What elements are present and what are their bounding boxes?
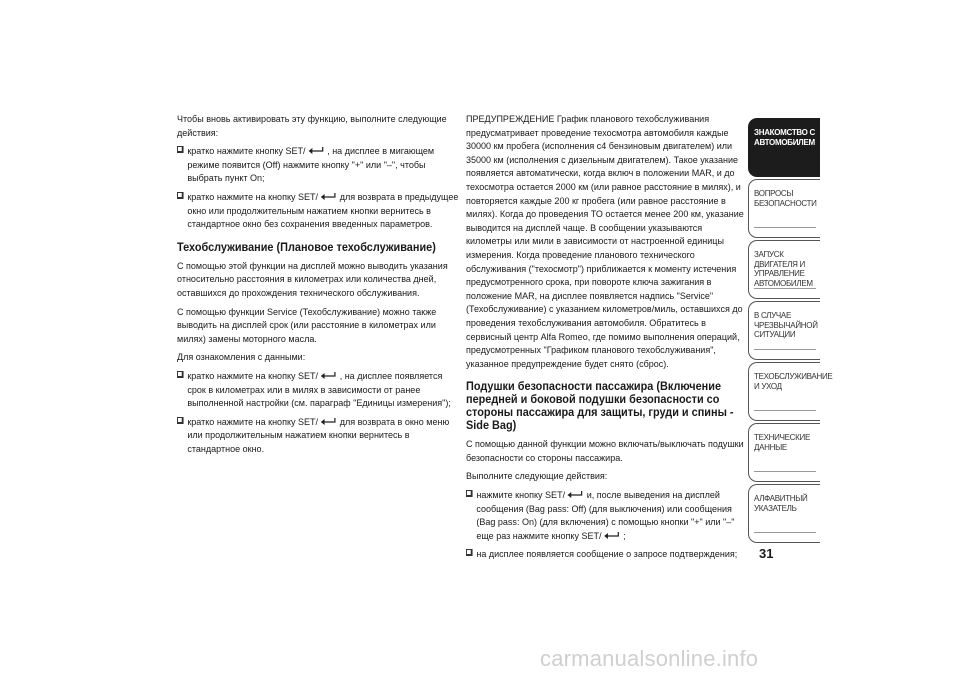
bullet-text-before: кратко нажмите на кнопку SET/: [187, 370, 319, 382]
tab-label: В СЛУЧАЕ ЧРЕЗВЫЧАЙНОЙ СИТУАЦИИ: [754, 311, 818, 339]
list-item: [466, 489, 748, 543]
return-arrow-icon: [603, 531, 620, 540]
tab-label: ТЕХНИЧЕСКИЕ ДАННЫЕ: [754, 433, 810, 452]
return-arrow-icon: [320, 371, 337, 380]
right-column: [466, 113, 748, 567]
tab-maintenance[interactable]: [748, 362, 833, 421]
checkbox-bullet-icon: [177, 417, 184, 424]
bullet-text-tail: ;: [623, 530, 626, 542]
left-column: [177, 113, 459, 461]
tab-label: ВОПРОСЫ БЕЗОПАСНОСТИ: [754, 189, 817, 208]
checkbox-bullet-icon: [177, 192, 184, 199]
tab-safety[interactable]: [748, 179, 820, 238]
bullet-text-before: на дисплее появляется сообщение о запросе подтверждения;: [476, 549, 738, 561]
tab-label: ЗАПУСК ДВИГАТЕЛЯ И УПРАВЛЕНИЕ АВТОМОБИЛЕМ: [754, 250, 813, 288]
tab-introduction[interactable]: [748, 118, 820, 177]
list-item: [177, 370, 459, 411]
list-item: [177, 416, 459, 457]
return-arrow-icon: [320, 417, 337, 426]
list-item: [177, 145, 459, 186]
warning-text: ПРЕДУПРЕЖДЕНИЕ График планового техобслуживания предусматривает проведение техосмотра автомобиля каждые 30000 км пробега (исполнения с4 бензиновым двигателем) или 35000 км (исполнения с дизельным двигателем). Такое указание появляется автоматически, когда включ в положении MAR, и до техосмотра остается 2000 км (или равное расстояние в милях), и повторяется каждые 200 кг пробега (или равное расстояние в милях). Когда до проведения ТО остается менее 200 км, указание выводится на дисплей чаще. В сообщении указываются километры или мили в зависимости от настроенной единицы измерения. Когда проведение планового технического обслуживания ("техосмотр") приближается к моменту истечения предусмотренного срока, при повороте ключа зажигания в положение MAR, на дисплее появляется надпись "Service" (Техобслуживание) с указанием километров/миль, оставшихся до проведения техобслуживания автомобиля. Обратитесь в сервисный центр Alfa Romeo, где помимо выполнения операций, предусмотренных "Графиком планового техобслуживания", указанное предупреждение будет снято (сброс).: [466, 114, 744, 370]
bullet-text-after: для возврата в окно меню или продолжительным нажатием кнопки вернитесь в стандартное окно.: [187, 416, 450, 455]
section-heading: Подушки безопасности пассажира (Включение передней и боковой подушки безопасности со стороны пассажира для защиты, груди и спины - Side Bag): [466, 380, 734, 433]
bullet-text-after: и, после выведения на дисплей сообщения (Bag pass: Off) (для выключения) или сообщения (Bag pass: On) (для включения) с помощью кнопки "+" или "–" еще раз нажмите кнопку SET/: [476, 490, 735, 542]
chapter-tabs: [748, 118, 833, 545]
bullet-text-after: для возврата в предыдущее окно или продолжительным нажатием кнопки вернитесь в стандартное окно без сохранения введенных параметров.: [187, 191, 459, 231]
bullet-text-before: кратко нажмите кнопку SET/: [187, 146, 306, 158]
return-arrow-icon: [307, 146, 324, 155]
bullet-text-after: , на дисплее появляется срок в километрах или в милях в зависимости от ранее выполненной настройки (см. параграф "Единицы измерения");: [187, 370, 451, 410]
checkbox-bullet-icon: [177, 146, 184, 153]
checkbox-bullet-icon: [177, 371, 184, 378]
tab-emergency[interactable]: [748, 301, 820, 360]
list-item: [466, 548, 748, 562]
bullet-text-after: , на дисплее в мигающем режиме появится (Off) нажмите кнопку "+" или "–", чтобы выбрать пункт On;: [187, 146, 435, 185]
bullet-text-before: кратко нажмите на кнопку SET/: [187, 416, 319, 428]
tab-label: ТЕХОБСЛУЖИВАНИЕ И УХОД: [754, 372, 833, 391]
list-item: [177, 191, 459, 232]
checkbox-bullet-icon: [466, 549, 473, 556]
paragraph: С помощью этой функции на дисплей можно выводить указания относительно расстояния в километрах или количества дней, оставшихся до прохождения технического обслуживания.: [177, 260, 448, 299]
tab-label: АЛФАВИТНЫЙ УКАЗАТЕЛЬ: [754, 494, 808, 513]
return-arrow-icon: [320, 192, 337, 201]
paragraph: Выполните следующие действия:: [466, 471, 608, 483]
tab-technical-data[interactable]: [748, 423, 820, 482]
bullet-text-before: кратко нажмите на кнопку SET/: [187, 191, 319, 203]
checkbox-bullet-icon: [466, 490, 473, 497]
tab-index[interactable]: [748, 484, 820, 543]
paragraph: Для ознакомления с данными:: [177, 352, 306, 364]
bullet-text-before: нажмите кнопку SET/: [476, 490, 566, 502]
paragraph: С помощью функции Service (Техобслуживание) можно также выводить на дисплей срок (или расстояние в километрах или милях) замены моторного масла.: [177, 306, 437, 345]
tab-starting-driving[interactable]: [748, 240, 820, 299]
intro-text: Чтобы вновь активировать эту функцию, выполните следующие действия:: [177, 114, 447, 139]
paragraph: С помощью данной функции можно включать/выключать подушки безопасности со стороны пассажира.: [466, 439, 744, 464]
return-arrow-icon: [567, 490, 584, 499]
tab-label: ЗНАКОМСТВО С АВТОМОБИЛЕМ: [754, 128, 816, 147]
page-number: 31: [759, 546, 774, 561]
watermark: carmanualsonline.info: [540, 646, 759, 671]
section-heading: Техобслуживание (Плановое техобслуживание): [177, 240, 436, 254]
